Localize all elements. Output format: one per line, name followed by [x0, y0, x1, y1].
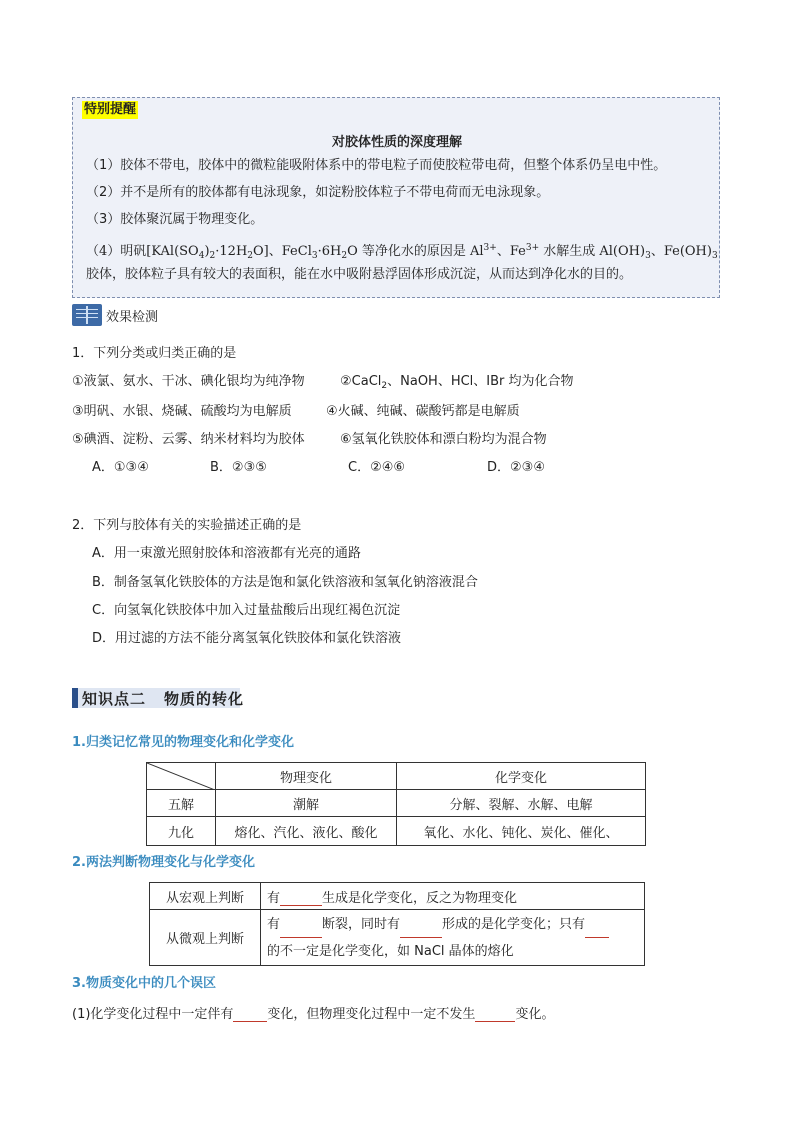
micro-cell: 有 断裂，同时有 形成的是化学变化；只有 的不一定是化学变化，如 NaCl 晶体的熔化 — [261, 910, 645, 966]
col-header-physical: 物理变化 — [216, 763, 397, 790]
q1-item-3: ③明矾、水银、烧碱、硫酸均为电解质 — [72, 404, 292, 419]
note-point-2: （2）并不是所有的胶体都有电泳现象，如淀粉胶体粒子不带电荷而无电泳现象。 — [86, 185, 550, 200]
answer-blank[interactable] — [233, 1007, 267, 1022]
table-row — [150, 910, 645, 966]
book-icon — [72, 304, 102, 326]
q1-option-b[interactable]: B．②③⑤ — [210, 460, 267, 475]
row-header: 九化 — [147, 817, 216, 846]
row-header: 五解 — [147, 790, 216, 817]
change-classification-table — [146, 762, 646, 846]
q2-option-c[interactable]: C．向氢氧化铁胶体中加入过量盐酸后出现红褐色沉淀 — [92, 603, 401, 618]
table-row — [147, 790, 646, 817]
physical-cell: 潮解 — [216, 790, 397, 817]
note-title: 对胶体性质的深度理解 — [331, 135, 462, 150]
special-reminder-tag: 特别提醒 — [84, 102, 137, 117]
judgement-table — [149, 882, 645, 966]
note-point-4: （4）明矾$[KAl(SO_4)_2\cdot 12H_2O]$、$FeCl_3\cdot 6H_2O$ 等净化水的原因是 $Al^{3+}$、$Fe^{3+}$ 水解生成 $Al(OH)_3$、$Fe(OH)_3$ — [86, 243, 718, 261]
heading-misconceptions: 3.物质变化中的几个误区 — [72, 976, 216, 991]
diagonal-header-cell — [147, 763, 216, 790]
note-point-4-cont: 胶体，胶体粒子具有较大的表面积，能在水中吸附悬浮固体形成沉淀，从而达到净化水的目的。 — [86, 267, 633, 282]
row-header-micro: 从微观上判断 — [150, 910, 261, 966]
chemical-cell: 分解、裂解、水解、电解 — [397, 790, 646, 817]
col-header-chemical: 化学变化 — [397, 763, 646, 790]
note-point-3: （3）胶体聚沉属于物理变化。 — [86, 212, 264, 227]
heading-bar — [72, 688, 78, 708]
heading-two-methods: 2.两法判断物理变化与化学变化 — [72, 855, 255, 870]
heading-physical-chemical-changes: 1.归类记忆常见的物理变化和化学变化 — [72, 735, 294, 750]
q1-item-5: ⑤碘酒、淀粉、云雾、纳米材料均为胶体 — [72, 432, 305, 447]
question-2-stem: 2．下列与胶体有关的实验描述正确的是 — [72, 518, 302, 533]
answer-blank[interactable] — [280, 923, 322, 938]
q1-option-a[interactable]: A．①③④ — [92, 460, 149, 475]
q1-item-6: ⑥氢氧化铁胶体和漂白粉均为混合物 — [340, 432, 547, 447]
physical-cell: 熔化、汽化、液化、酸化 — [216, 817, 397, 846]
note-point-1: （1）胶体不带电，胶体中的微粒能吸附体系中的带电粒子而使胶粒带电荷，但整个体系仍呈电中性。 — [86, 158, 667, 173]
answer-blank[interactable] — [400, 923, 442, 938]
macro-cell: 有 生成是化学变化，反之为物理变化 — [261, 883, 645, 910]
misconception-1: (1)化学变化过程中一定伴有 变化，但物理变化过程中一定不发生 变化。 — [72, 1007, 555, 1022]
answer-blank[interactable] — [585, 923, 609, 938]
answer-blank[interactable] — [280, 891, 322, 906]
q1-item-1: ①液氯、氨水、干冰、碘化银均为纯净物 — [72, 374, 305, 389]
q2-option-a[interactable]: A．用一束激光照射胶体和溶液都有光亮的通路 — [92, 546, 361, 561]
question-1-stem: 1．下列分类或归类正确的是 — [72, 346, 237, 361]
table-row — [147, 817, 646, 846]
q1-option-d[interactable]: D．②③④ — [487, 460, 545, 475]
diagonal-line — [147, 763, 215, 790]
q1-option-c[interactable]: C．②④⑥ — [348, 460, 406, 475]
q2-option-d[interactable]: D．用过滤的方法不能分离氢氧化铁胶体和氯化铁溶液 — [92, 631, 402, 646]
q1-item-4: ④火碱、纯碱、碳酸钙都是电解质 — [326, 404, 520, 419]
effect-check-label: 效果检测 — [106, 310, 159, 325]
chemical-cell: 氧化、水化、钝化、炭化、催化、 — [397, 817, 646, 846]
knowledge-point-title: 知识点二 物质的转化 — [82, 690, 245, 708]
q2-option-b[interactable]: B．制备氢氧化铁胶体的方法是饱和氯化铁溶液和氢氧化钠溶液混合 — [92, 575, 478, 590]
answer-blank[interactable] — [475, 1007, 515, 1022]
q1-item-2: ②CaCl$_2$、NaOH、HCl、IBr 均为化合物 — [340, 374, 574, 391]
row-header-macro: 从宏观上判断 — [150, 883, 261, 910]
table-row — [150, 883, 645, 910]
